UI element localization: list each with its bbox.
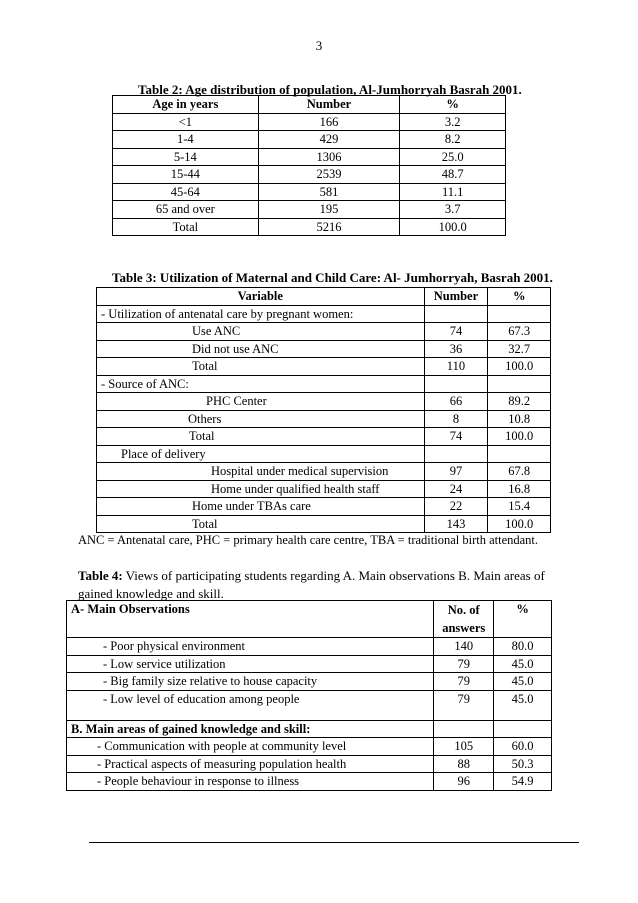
table3-cell: 22	[424, 498, 488, 516]
table4-cell: 96	[434, 773, 494, 791]
table2-cell: 45-64	[113, 183, 259, 201]
table4-section-b-row	[67, 720, 552, 738]
table2-cell: 3.7	[400, 201, 506, 219]
table-row	[97, 428, 551, 446]
table3-cell: 74	[424, 428, 488, 446]
table2-header-row	[113, 96, 506, 114]
table3-caption: Table 3: Utilization of Maternal and Child Care: Al- Jumhorryah, Basrah 2001.	[112, 270, 553, 285]
table-row	[97, 393, 551, 411]
table2-cell: 100.0	[400, 218, 506, 236]
table4-cell: - Communication with people at community level	[67, 738, 434, 756]
table2-cell: 48.7	[400, 166, 506, 184]
table4-cell: - Poor physical environment	[67, 638, 434, 656]
table3-cell: 143	[424, 515, 488, 533]
table-row	[67, 638, 552, 656]
table2-cell: 5216	[258, 218, 400, 236]
table2-cell: 195	[258, 201, 400, 219]
table-row	[97, 410, 551, 428]
table-row	[97, 375, 551, 393]
table3-cell: Total	[97, 515, 425, 533]
table3-cell: 15.4	[488, 498, 551, 516]
table4-cell: 50.3	[494, 755, 552, 773]
table3-cell: 16.8	[488, 480, 551, 498]
table3-cell: 24	[424, 480, 488, 498]
table-row	[97, 498, 551, 516]
table-row	[97, 305, 551, 323]
table3-cell: 100.0	[488, 515, 551, 533]
table-row	[113, 166, 506, 184]
table3-header-percent: %	[488, 288, 551, 306]
table4-cell: 88	[434, 755, 494, 773]
table3-cell: 10.8	[488, 410, 551, 428]
table-row	[67, 738, 552, 756]
table2-cell: 166	[258, 113, 400, 131]
table4-cell: - Low level of education among people	[67, 690, 434, 720]
table3-cell	[424, 305, 488, 323]
table4-header-answers: No. of answers	[434, 601, 494, 638]
table2-cell: 15-44	[113, 166, 259, 184]
table-row	[67, 673, 552, 691]
table3-cell: - Utilization of antenatal care by pregnant women:	[97, 305, 425, 323]
table-row	[97, 358, 551, 376]
table3-header-variable: Variable	[97, 288, 425, 306]
table3-cell: Hospital under medical supervision	[97, 463, 425, 481]
table2-cell: 5-14	[113, 148, 259, 166]
table4-cell	[494, 720, 552, 738]
table-row	[67, 655, 552, 673]
table3-cell: 74	[424, 323, 488, 341]
table3	[96, 287, 551, 533]
table4-cell: 80.0	[494, 638, 552, 656]
table3-cell	[488, 305, 551, 323]
table-row	[113, 218, 506, 236]
table3-cell: Total	[97, 358, 425, 376]
table2-cell: Total	[113, 218, 259, 236]
table4-cell: 54.9	[494, 773, 552, 791]
table2-cell: 2539	[258, 166, 400, 184]
table2-cell: <1	[113, 113, 259, 131]
table3-cell: Place of delivery	[97, 445, 425, 463]
table3-cell: Home under qualified health staff	[97, 480, 425, 498]
table-row	[67, 690, 552, 720]
table3-cell	[488, 375, 551, 393]
table3-cell: Others	[97, 410, 425, 428]
table4-cell	[434, 720, 494, 738]
table3-cell: 110	[424, 358, 488, 376]
table4-section-b-title: B. Main areas of gained knowledge and skill:	[67, 720, 434, 738]
table3-cell: Home under TBAs care	[97, 498, 425, 516]
table4	[66, 600, 552, 791]
table3-cell: Did not use ANC	[97, 340, 425, 358]
table2-cell: 65 and over	[113, 201, 259, 219]
table3-cell: 100.0	[488, 358, 551, 376]
table3-cell: 67.8	[488, 463, 551, 481]
table2-header-number: Number	[258, 96, 400, 114]
table2-cell: 429	[258, 131, 400, 149]
table3-cell: 66	[424, 393, 488, 411]
table2-caption: Table 2: Age distribution of population, Al-Jumhorryah Basrah 2001.	[138, 82, 522, 97]
table3-cell: 8	[424, 410, 488, 428]
table3-cell: Use ANC	[97, 323, 425, 341]
table2-header-percent: %	[400, 96, 506, 114]
table-row	[113, 131, 506, 149]
table-row	[113, 183, 506, 201]
table-row	[113, 201, 506, 219]
table3-cell	[488, 445, 551, 463]
table2-cell: 581	[258, 183, 400, 201]
table3-cell: 36	[424, 340, 488, 358]
table4-cell: 140	[434, 638, 494, 656]
table-row	[67, 773, 552, 791]
table3-cell: 89.2	[488, 393, 551, 411]
table4-cell: 79	[434, 655, 494, 673]
table4-header-percent: %	[494, 601, 552, 638]
table-row	[97, 340, 551, 358]
table-row	[113, 113, 506, 131]
table-row	[67, 755, 552, 773]
table-row	[97, 445, 551, 463]
table4-cell: 45.0	[494, 690, 552, 720]
table4-caption-text: Views of participating students regarding A. Main observations B. Main areas of gained knowledge and skill.	[78, 568, 545, 601]
table3-cell: PHC Center	[97, 393, 425, 411]
table3-cell: 32.7	[488, 340, 551, 358]
table2-cell: 8.2	[400, 131, 506, 149]
table3-header-row	[97, 288, 551, 306]
page-number: 3	[315, 38, 323, 53]
table4-cell: 79	[434, 690, 494, 720]
table2-cell: 3.2	[400, 113, 506, 131]
table4-caption	[78, 567, 578, 603]
table2-cell: 1-4	[113, 131, 259, 149]
table3-header-number: Number	[424, 288, 488, 306]
table2	[112, 95, 506, 236]
table4-cell: 105	[434, 738, 494, 756]
table-row	[113, 148, 506, 166]
table4-cell: - Big family size relative to house capacity	[67, 673, 434, 691]
table3-cell: - Source of ANC:	[97, 375, 425, 393]
table4-cell: - Practical aspects of measuring population health	[67, 755, 434, 773]
table3-cell	[424, 445, 488, 463]
table-row	[97, 480, 551, 498]
table3-cell: 97	[424, 463, 488, 481]
table4-cell: 45.0	[494, 655, 552, 673]
table3-cell	[424, 375, 488, 393]
table4-cell: - People behaviour in response to illness	[67, 773, 434, 791]
table3-cell: 67.3	[488, 323, 551, 341]
table-row	[97, 323, 551, 341]
table4-cell: 79	[434, 673, 494, 691]
table4-header-row	[67, 601, 552, 638]
table-row	[97, 463, 551, 481]
table3-cell: Total	[97, 428, 425, 446]
table4-section-a-title: A- Main Observations	[67, 601, 434, 638]
footer-divider	[89, 842, 579, 843]
table3-cell: 100.0	[488, 428, 551, 446]
table2-cell: 11.1	[400, 183, 506, 201]
table4-cell: 45.0	[494, 673, 552, 691]
table2-header-age: Age in years	[113, 96, 259, 114]
table4-cell: - Low service utilization	[67, 655, 434, 673]
table2-cell: 25.0	[400, 148, 506, 166]
table-row	[97, 515, 551, 533]
table2-cell: 1306	[258, 148, 400, 166]
table4-cell: 60.0	[494, 738, 552, 756]
table4-caption-label: Table 4:	[78, 568, 123, 583]
table3-abbreviation-note: ANC = Antenatal care, PHC = primary health care centre, TBA = traditional birth attendant.	[78, 533, 539, 547]
